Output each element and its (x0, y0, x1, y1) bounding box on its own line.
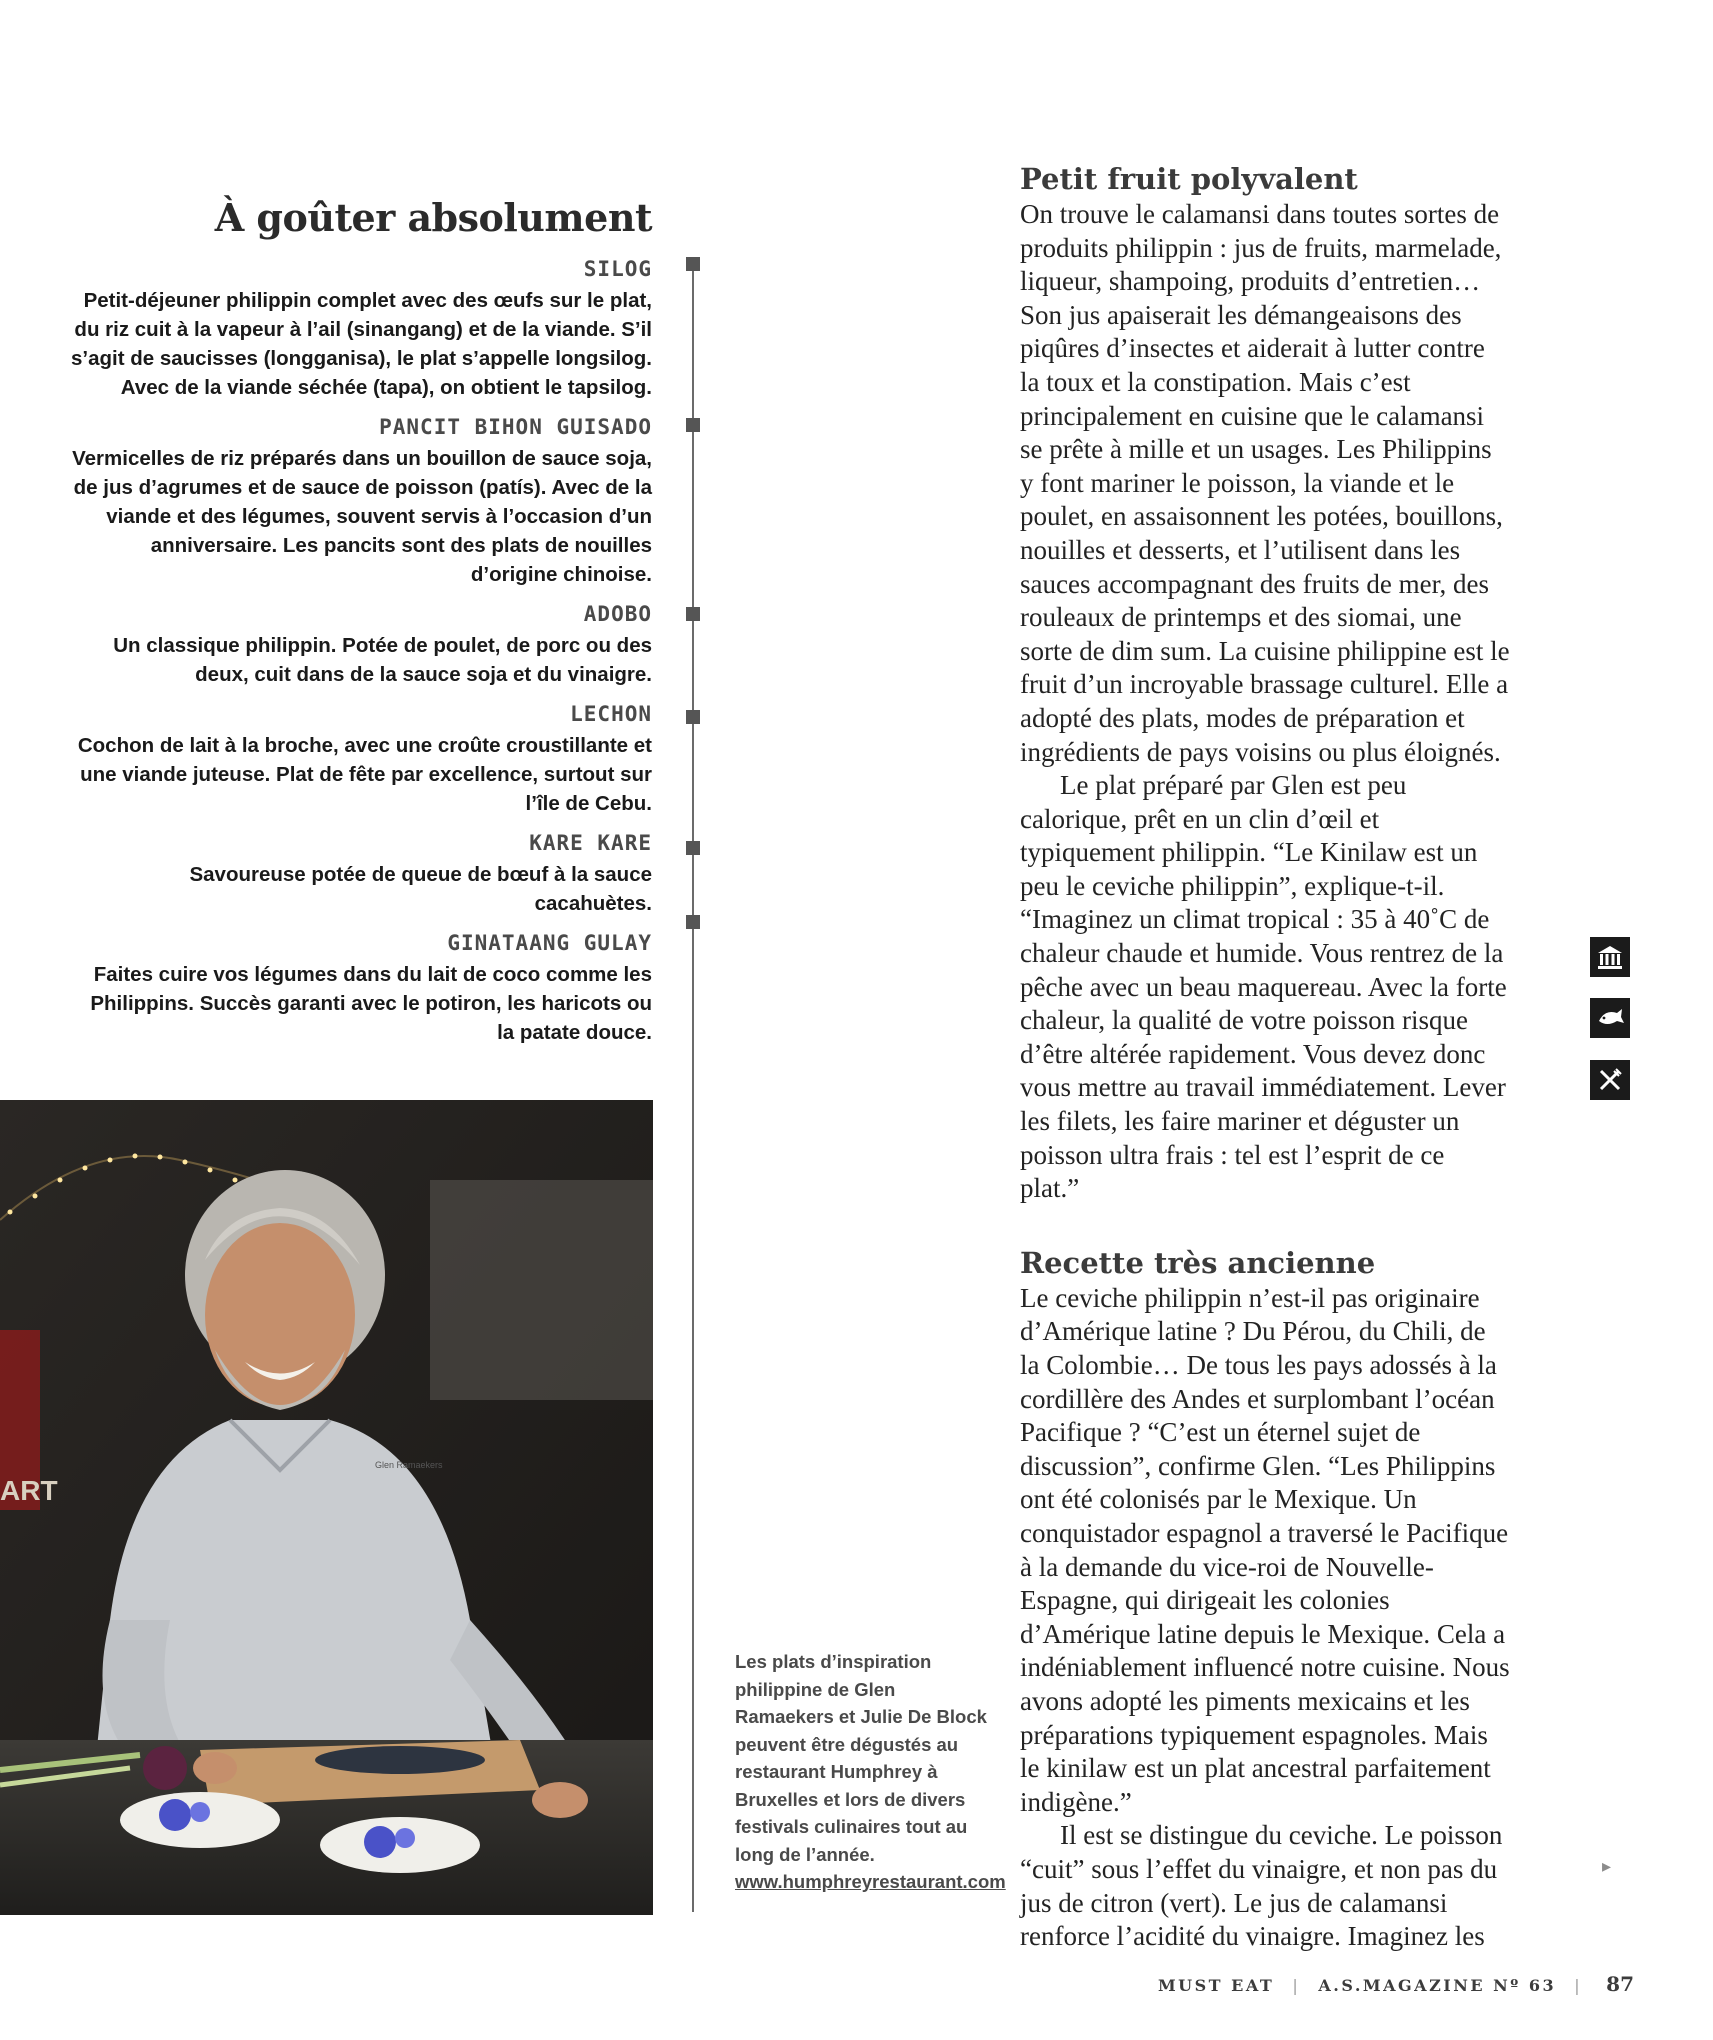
timeline-marker (686, 915, 700, 929)
wall-art-text: ART (0, 1475, 58, 1506)
dish-item (70, 252, 652, 402)
article-heading: Recette très ancienne (1020, 1245, 1376, 1280)
fish-icon (1590, 998, 1630, 1038)
restaurant-link[interactable]: www.humphreyrestaurant.com (735, 1871, 1006, 1892)
dish-item (70, 697, 652, 818)
dish-description: Savoureuse potée de queue de bœuf à la sauce cacahuètes. (189, 863, 652, 915)
dish-description: Cochon de lait à la broche, avec une croûte croustillante et une viande juteuse. Plat de fête par excellence, surtout sur l’île de Cebu. (77, 734, 652, 815)
dish-name: PANCIT BIHON GUISADO (379, 415, 652, 439)
photo-caption (735, 1648, 1006, 1896)
footer-separator: | (1574, 1976, 1583, 1995)
must-try-section (70, 192, 652, 1055)
dish-item (70, 826, 652, 918)
footer-magazine: A.S.MAGAZINE Nº 63 (1318, 1976, 1557, 1995)
dish-description: Faites cuire vos légumes dans du lait de coco comme les Philippins. Succès garanti avec le potiron, les haricots ou la patate douce. (90, 963, 652, 1044)
caption-text: Les plats d’inspiration philippine de Glen Ramaekers et Julie De Block peuvent être dégustés au restaurant Humphrey à Bruxelles et lors de divers festivals culinaires tout au long de l’année. (735, 1651, 987, 1865)
dish-name: LECHON (570, 702, 652, 726)
timeline-marker (686, 418, 700, 432)
article-paragraph: Le ceviche philippin n’est-il pas originaire d’Amérique latine ? Du Pérou, du Chili, de la Colombie… De tous les pays adossés à la cordillère des Andes et surplombant l’océan Pacifique ? “C’est un éternel sujet de discussion”, confirme Glen. “Les Philippins ont été colonisés par le Mexique. Un conquistador espagnol a traversé le Pacifique à la demande du vice-roi de Nouvelle-Espagne, qui dirigeait les colonies d’Amérique latine depuis le Mexique. Cela a indéniablement influencé notre cuisine. Nous avons adopté les piments mexicains et les préparations typiquement espagnoles. Mais le kinilaw est un plat ancestral parfaitement indigène.” (1020, 1282, 1510, 1817)
timeline-marker (686, 841, 700, 855)
timeline-divider (692, 262, 694, 1912)
dish-item (70, 926, 652, 1047)
timeline-marker (686, 607, 700, 621)
article-paragraph: Il est se distingue du ceviche. Le poisson “cuit” sous l’effet du vinaigre, et non pas du jus de citron (vert). Le jus de calamansi renforce l’acidité du vinaigre. Imaginez les (1020, 1820, 1503, 1952)
dish-description: Un classique philippin. Potée de poulet, de porc ou des deux, cuit dans de la sauce soja et du vinaigre. (113, 634, 652, 686)
dish-description: Vermicelles de riz préparés dans un bouillon de sauce soja, de jus d’agrumes et de sauce de poisson (patís). Avec de la viande et des légumes, souvent servis à l’occasion d’un anniversaire. Les pancits sont des plats de nouilles d’origine chinoise. (72, 447, 652, 586)
footer-section: MUST EAT (1157, 1976, 1275, 1995)
next-page-arrow[interactable]: ▸ (1602, 1856, 1612, 1877)
cutlery-icon (1590, 1060, 1630, 1100)
dish-name: SILOG (583, 257, 652, 281)
article-body (1020, 160, 1510, 1954)
dish-name: GINATAANG GULAY (447, 931, 652, 955)
dish-item (70, 597, 652, 689)
page-number: 87 (1606, 1972, 1634, 1996)
footer-separator: | (1292, 1976, 1301, 1995)
timeline-marker (686, 257, 700, 271)
article-paragraph: On trouve le calamansi dans toutes sortes de produits philippin : jus de fruits, marmelade, liqueur, shampoing, produits d’entretien… Son jus apaiserait les démangeaisons des piqûres d’insectes et aiderait à lutter contre la toux et la constipation. Mais c’est principalement en cuisine que le calamansi se prête à mille et un usages. Les Philippins y font mariner le poisson, la viande et le poulet, en assaisonnent les potées, bouillons, nouilles et desserts, et l’utilisent dans les sauces accompagnant des fruits de mer, des rouleaux de printemps et des siomai, une sorte de dim sum. La cuisine philippine est le fruit d’un incroyable brassage culturel. Elle a adopté des plats, modes de préparation et ingrédients de pays voisins ou plus éloignés. (1020, 199, 1510, 767)
jacket-embroidery: Glen Ramaekers (375, 1460, 443, 1470)
timeline-marker (686, 710, 700, 724)
museum-icon (1590, 937, 1630, 977)
dish-name: ADOBO (583, 602, 652, 626)
article-heading: Petit fruit polyvalent (1020, 162, 1358, 196)
article-paragraph: Le plat préparé par Glen est peu calorique, prêt en un clin d’œil et typiquement philippin. “Le Kinilaw est un peu le ceviche philippin”, explique-t-il. “Imaginez un climat tropical : 35 à 40˚C de chaleur chaude et humide. Vous rentrez de la pêche avec un beau maquereau. Avec la forte chaleur, la qualité de votre poisson risque d’être altérée rapidement. Vous devez donc vous mettre au travail immédiatement. Lever les filets, les faire mariner et déguster un poisson ultra frais : tel est l’esprit de ce plat.” (1020, 770, 1507, 1204)
dish-description: Petit-déjeuner philippin complet avec des œufs sur le plat, du riz cuit à la vapeur à l’ail (sinangang) et de la viande. S’il s’agit de saucisses (longganisa), le plat s’appelle longsilog. Avec de la viande séchée (tapa), on obtient le tapsilog. (71, 289, 652, 399)
dish-item (70, 410, 652, 589)
page-footer (1100, 1972, 1634, 1996)
dish-name: KARE KARE (529, 831, 652, 855)
chef-photo (0, 1100, 653, 1915)
section-title: À goûter absolument (214, 195, 652, 240)
